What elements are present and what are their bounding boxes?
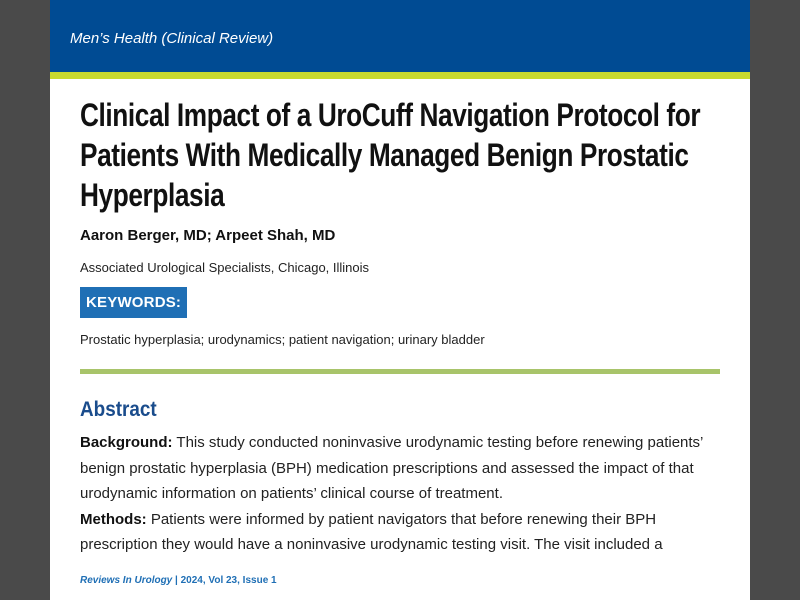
- article-page: [50, 0, 750, 600]
- background-label: Background:: [80, 434, 173, 451]
- journal-header-bar: [50, 0, 750, 79]
- footer-details: | 2024, Vol 23, Issue 1: [172, 575, 277, 586]
- affiliation: Associated Urological Specialists, Chicago, Illinois: [80, 260, 370, 275]
- abstract-background: [80, 430, 720, 507]
- section-divider: [80, 369, 720, 374]
- abstract-body: [80, 430, 720, 558]
- keywords-badge: KEYWORDS:: [80, 287, 187, 318]
- footer-journal: Reviews In Urology: [80, 575, 173, 586]
- author-list: Aaron Berger, MD; Arpeet Shah, MD: [80, 227, 336, 244]
- section-label: Men’s Health (Clinical Review): [70, 30, 274, 47]
- abstract-heading: Abstract: [80, 398, 157, 421]
- abstract-methods: [80, 507, 720, 558]
- article-title: Clinical Impact of a UroCuff Navigation Protocol for Patients With Medically Managed Benign Prostatic Hyperplasia: [80, 97, 701, 213]
- methods-label: Methods:: [80, 510, 147, 528]
- keywords-text: Prostatic hyperplasia; urodynamics; patient navigation; urinary bladder: [80, 332, 485, 347]
- page-footer: [80, 575, 277, 586]
- article-content: [80, 95, 720, 558]
- methods-text: Patients were informed by patient navigators that before renewing their BPH prescription they would have a noninvasive urodynamic testing visit. The visit included a: [80, 510, 663, 553]
- background-text: This study conducted noninvasive urodynamic testing before renewing patients’ benign prostatic hyperplasia (BPH) medication prescriptions and assessed the impact of that urodynamic information on patients’ clinical course of treatment.: [80, 434, 703, 502]
